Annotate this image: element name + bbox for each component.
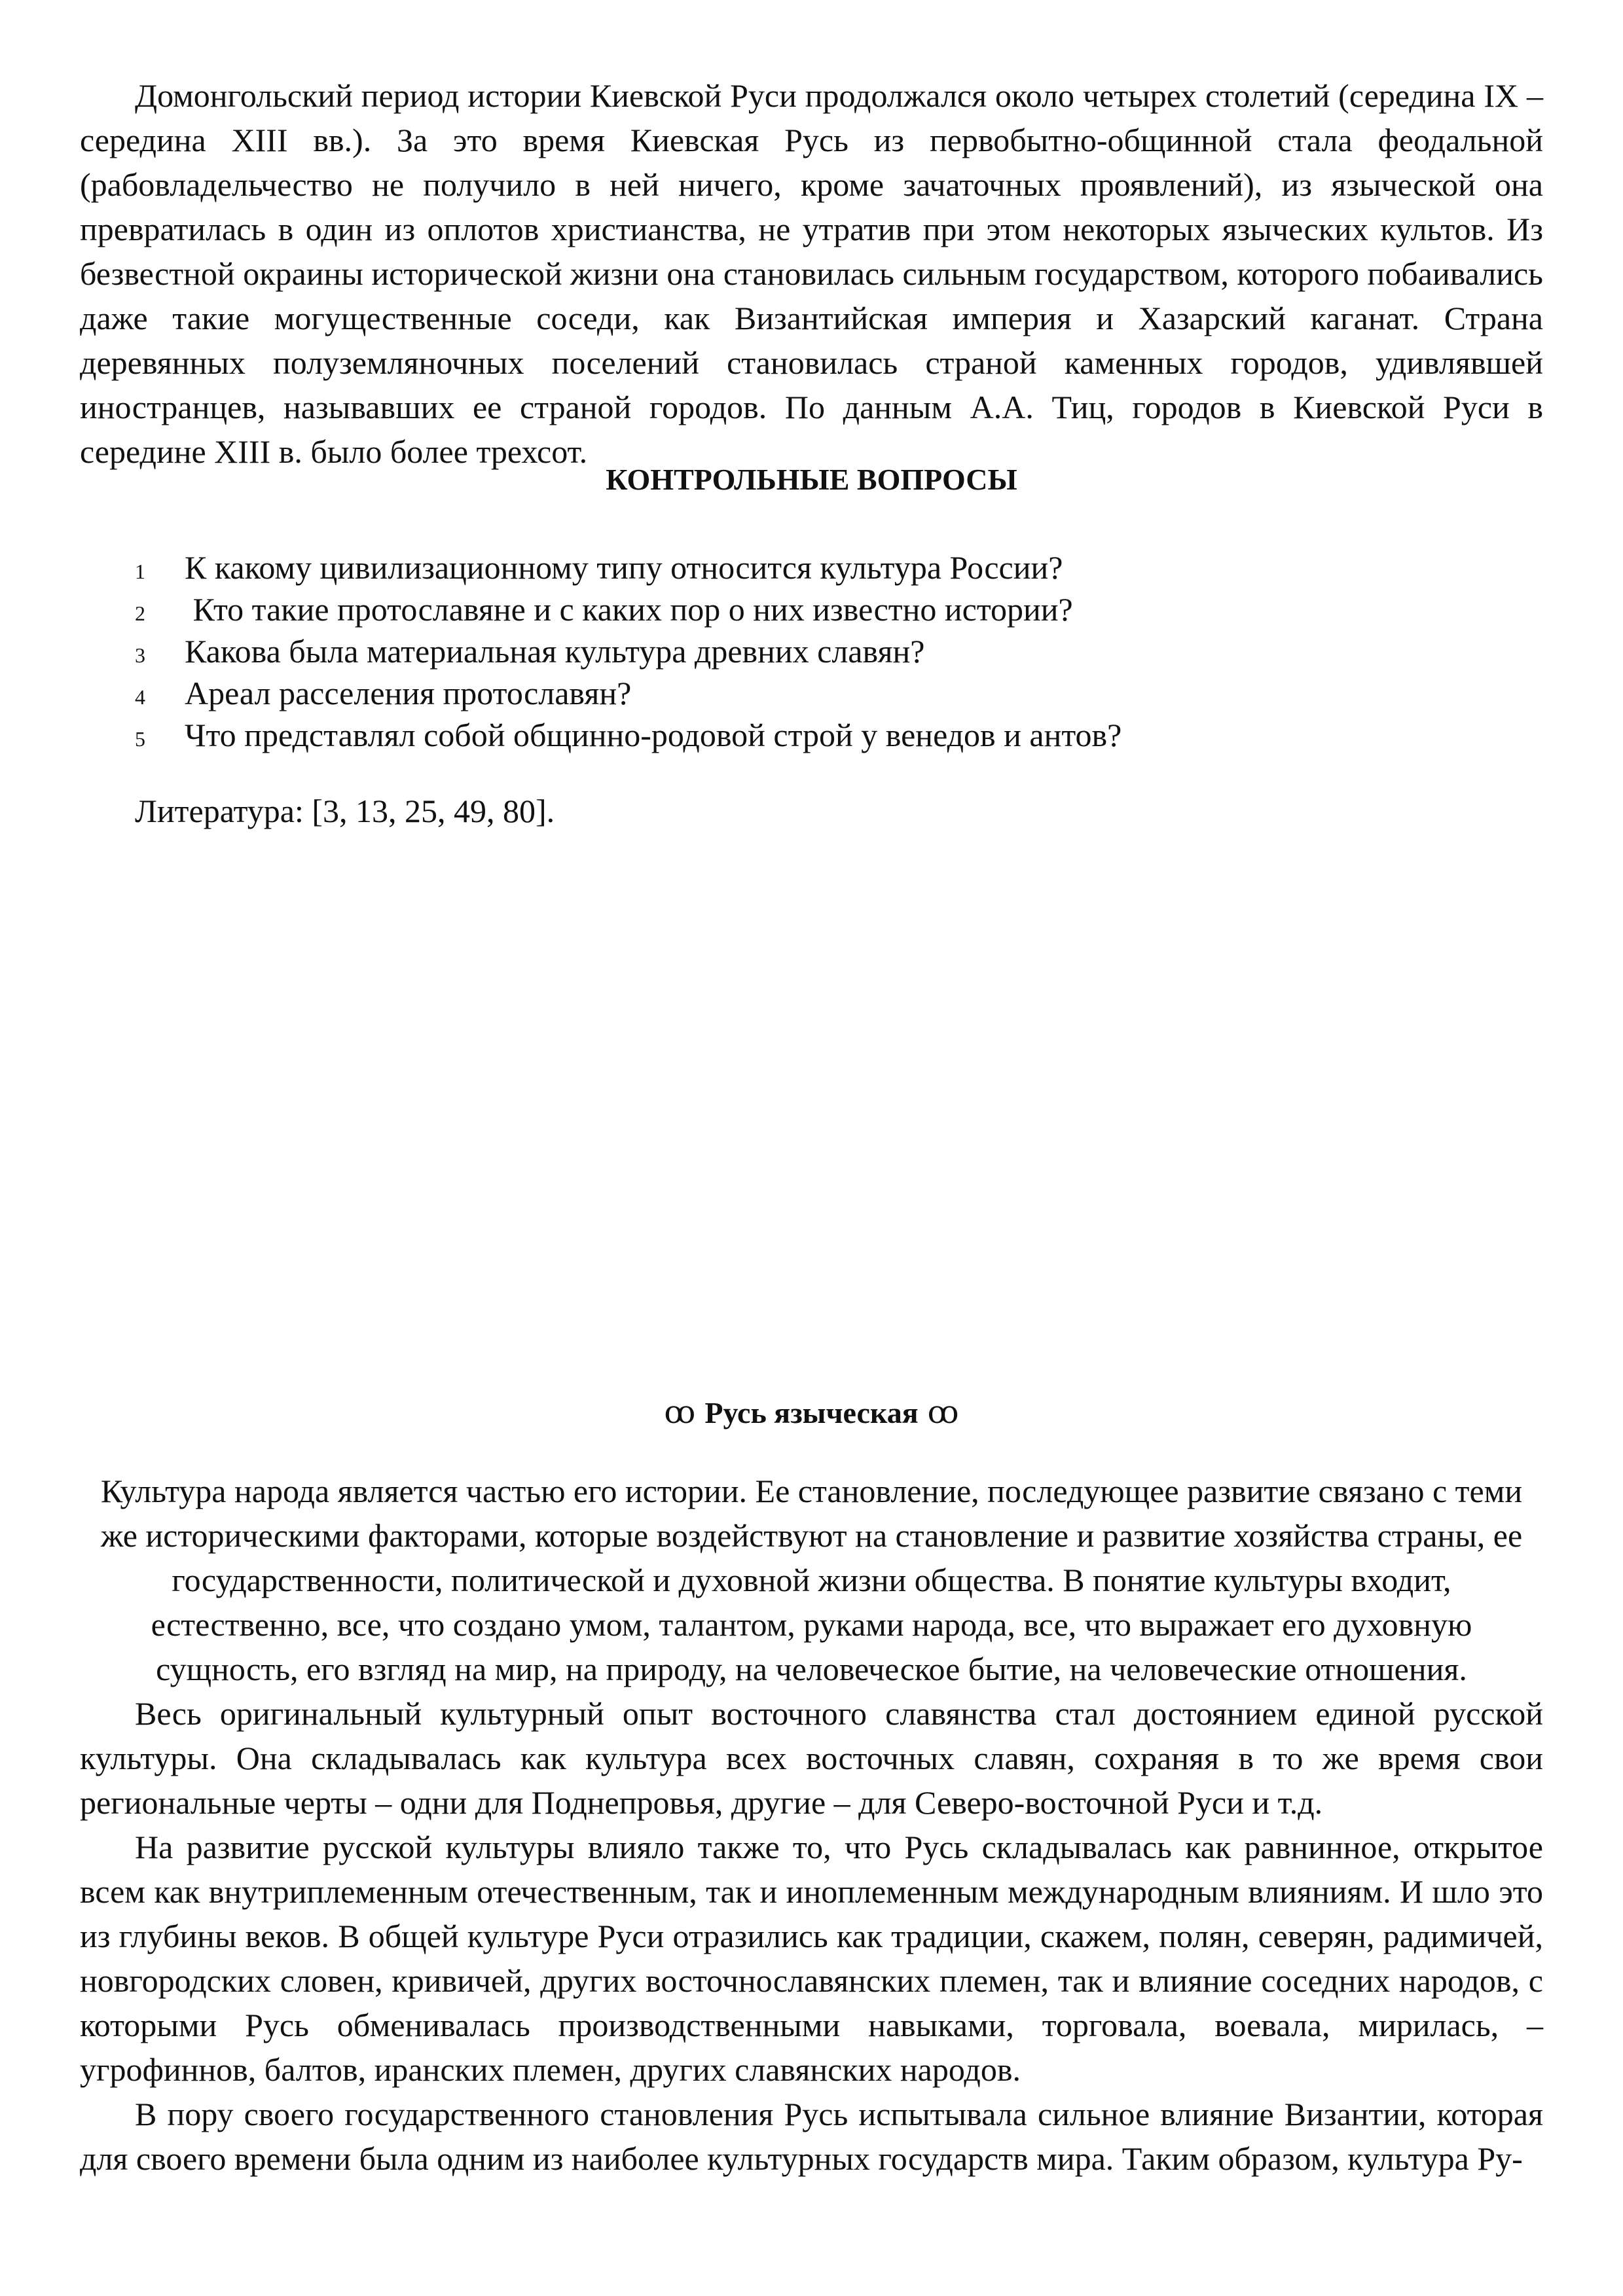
question-text: Кто такие протославяне и с каких пор о них известно истории? bbox=[185, 591, 1073, 628]
intro-paragraph: Домонгольский период истории Киевской Руси продолжался около четырех столетий (середина IX – середина XIII вв.). За это время Киевская Русь из первобытно-общинной стала феодальной (рабовладельчество не получило в ней ничего, кроме зачаточных проявлений), из языческой она превратилась в один из оплотов христианства, не утратив при этом некоторых языческих культов. Из безвестной окраины исторической жизни она становилась сильным государством, которого побаивались даже такие могущественные соседи, как Византийская империя и Хазарский каганат. Страна деревянных полуземляночных поселений становилась страной каменных городов, удивлявшей иностранцев, называвших ее страной городов. По данным А.А. Тиц, городов в Киевской Руси в середине XIII в. было более трехсот. bbox=[80, 77, 1543, 470]
question-item bbox=[135, 716, 1510, 758]
question-number: 1 bbox=[135, 560, 145, 583]
question-text: К какому цивилизационному типу относится культура России? bbox=[185, 549, 1063, 586]
body-paragraph: Весь оригинальный культурный опыт восточного славянства стал достоянием единой русской культуры. Она складывалась как культура всех восточных славян, сохраняя в то же время свои региональные черты – одни для Поднепровья, другие – для Северо-восточной Руси и т.д. bbox=[80, 1695, 1543, 1821]
question-item bbox=[135, 548, 1510, 590]
section-heading bbox=[0, 1394, 1623, 1431]
question-item bbox=[135, 590, 1510, 632]
question-number: 2 bbox=[135, 601, 145, 625]
body-paragraph: В пору своего государственного становления Русь испытывала сильное влияние Византии, которая для своего времени была одним из наиболее культурных государств мира. Таким образом, культура Ру- bbox=[80, 2096, 1543, 2177]
control-questions-list bbox=[135, 548, 1510, 758]
question-text: Что представлял собой общинно-родовой строй у венедов и антов? bbox=[185, 717, 1122, 753]
section-title: Русь языческая bbox=[704, 1396, 919, 1429]
question-text: Какова была материальная культура древних славян? bbox=[185, 633, 925, 670]
question-text: Ареал расселения протославян? bbox=[185, 675, 632, 711]
section-body bbox=[80, 1469, 1543, 2181]
body-paragraph: На развитие русской культуры влияло также то, что Русь складывалась как равнинное, открытое всем как внутриплеменным отечественным, так и иноплеменным международным влияниям. И шло это из глубины веков. В общей культуре Руси отразились как традиции, скажем, полян, северян, радимичей, новгородских словен, кривичей, других восточнославянских племен, так и влияние соседних народов, с которыми Русь обменивалась производственными навыками, торговала, воевала, мирилась, – угрофиннов, балтов, иранских племен, других славянских народов. bbox=[80, 1829, 1543, 2088]
question-number: 5 bbox=[135, 727, 145, 751]
literature-reference: Литература: [3, 13, 25, 49, 80]. bbox=[135, 793, 555, 829]
body-paragraph: Культура народа является частью его истории. Ее становление, последующее развитие связано с теми же историческими факторами, которые воздействуют на становление и развитие хозяйства страны, ее государственности, политической и духовной жизни общества. В понятие культуры входит, естественно, все, что создано умом, талантом, руками народа, все, что выражает его духовную сущность, его взгляд на мир, на природу, на человеческое бытие, на человеческие отношения. bbox=[100, 1473, 1523, 1687]
question-number: 3 bbox=[135, 643, 145, 667]
ornament-right-icon: ꝏ bbox=[927, 1395, 959, 1430]
control-questions-heading: КОНТРОЛЬНЫЕ ВОПРОСЫ bbox=[606, 463, 1017, 496]
question-number: 4 bbox=[135, 685, 145, 709]
question-item bbox=[135, 632, 1510, 674]
question-item bbox=[135, 674, 1510, 716]
ornament-left-icon: ꝏ bbox=[664, 1395, 696, 1430]
